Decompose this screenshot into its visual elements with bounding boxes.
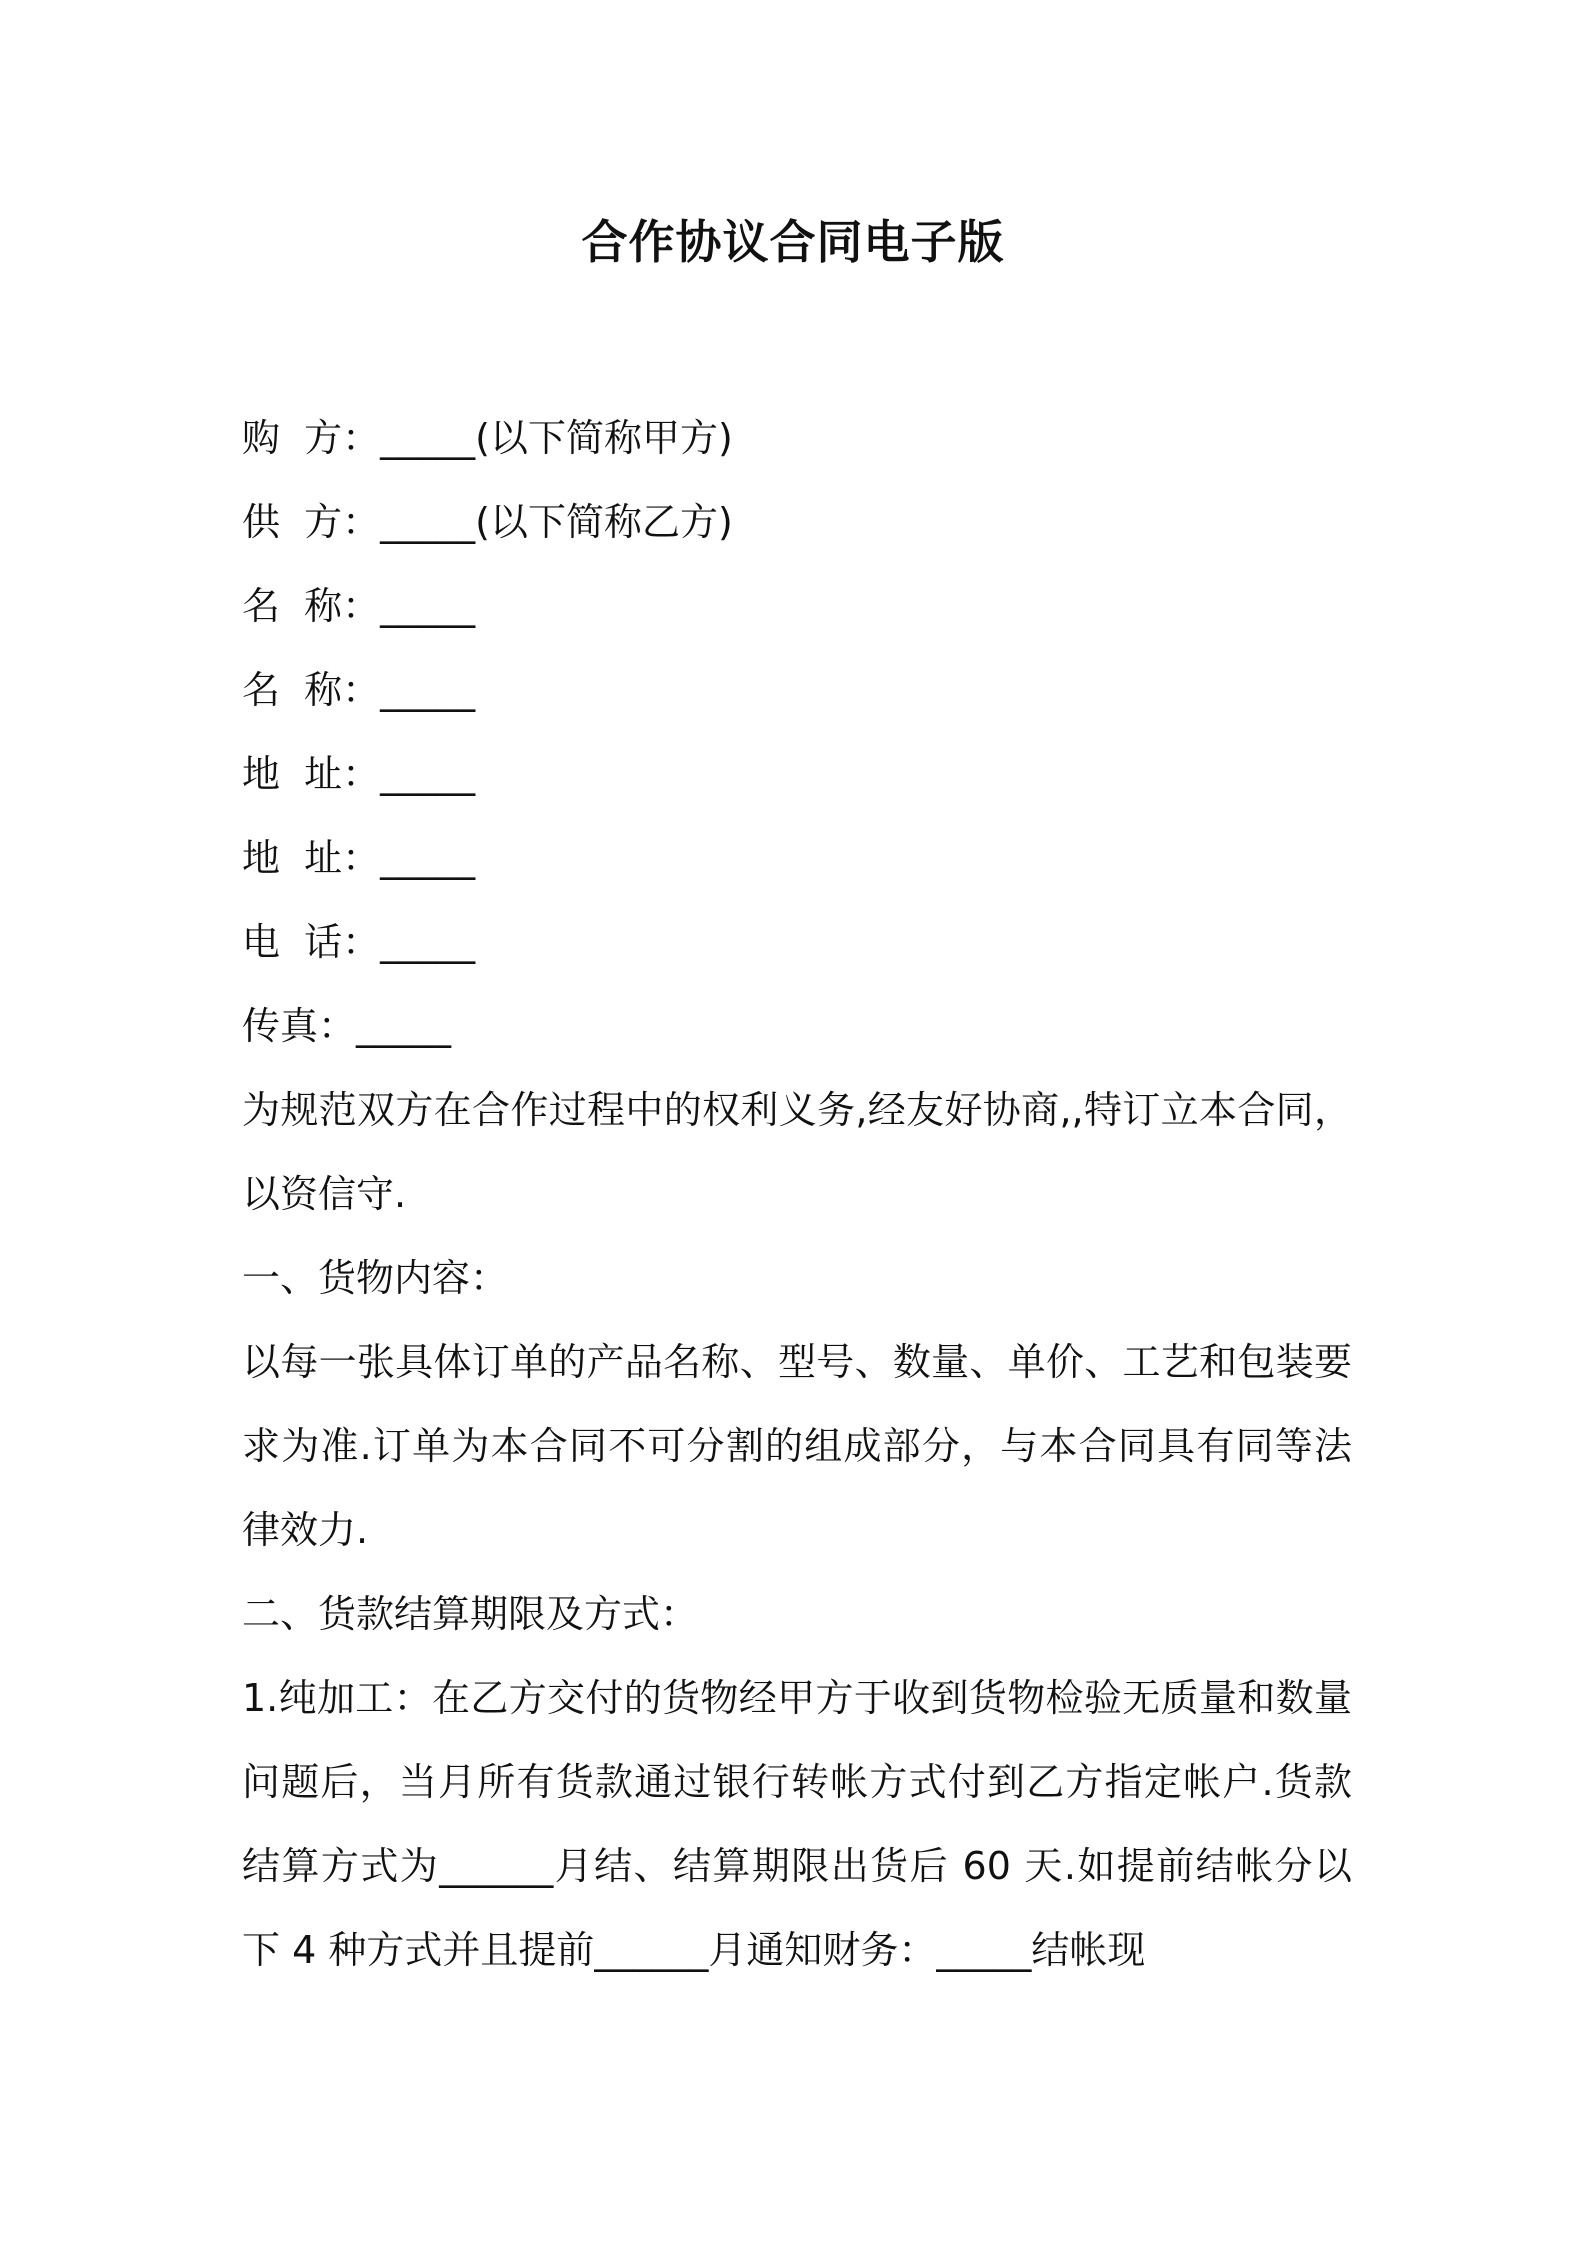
phone-line: 电 话：_____ <box>242 920 476 964</box>
supplier-line: 供 方：_____(以下简称乙方) <box>242 500 733 544</box>
section-1-body: 以每一张具体订单的产品名称、型号、数量、单价、工艺和包装要求为准.订单为本合同不可分割的组成部分，与本合同具有同等法律效力. <box>242 1340 1352 1552</box>
section-2-body: 1.纯加工：在乙方交付的货物经甲方于收到货物检验无质量和数量问题后，当月所有货款通过银行转帐方式付到乙方指定帐户.货款结算方式为______月结、结算期限出货后 60 天.如提前结帐分以下 4 种方式并且提前______月通知财务：_____结帐现 <box>242 1676 1352 1972</box>
name-line-a: 名 称：_____ <box>242 584 476 628</box>
document-body <box>242 396 1352 1992</box>
document-title: 合作协议合同电子版 <box>581 215 1005 269</box>
address-line-b: 地 址：_____ <box>242 836 476 880</box>
address-line-a: 地 址：_____ <box>242 752 476 796</box>
section-2-heading: 二、货款结算期限及方式： <box>242 1592 699 1636</box>
intro-paragraph: 为规范双方在合作过程中的权利义务,经友好协商,,特订立本合同，以资信守. <box>242 1088 1352 1216</box>
fax-line: 传真：_____ <box>242 1004 452 1048</box>
buyer-line: 购 方：_____(以下简称甲方) <box>242 416 733 460</box>
name-line-b: 名 称：_____ <box>242 668 476 712</box>
section-1-heading: 一、货物内容： <box>242 1256 509 1300</box>
